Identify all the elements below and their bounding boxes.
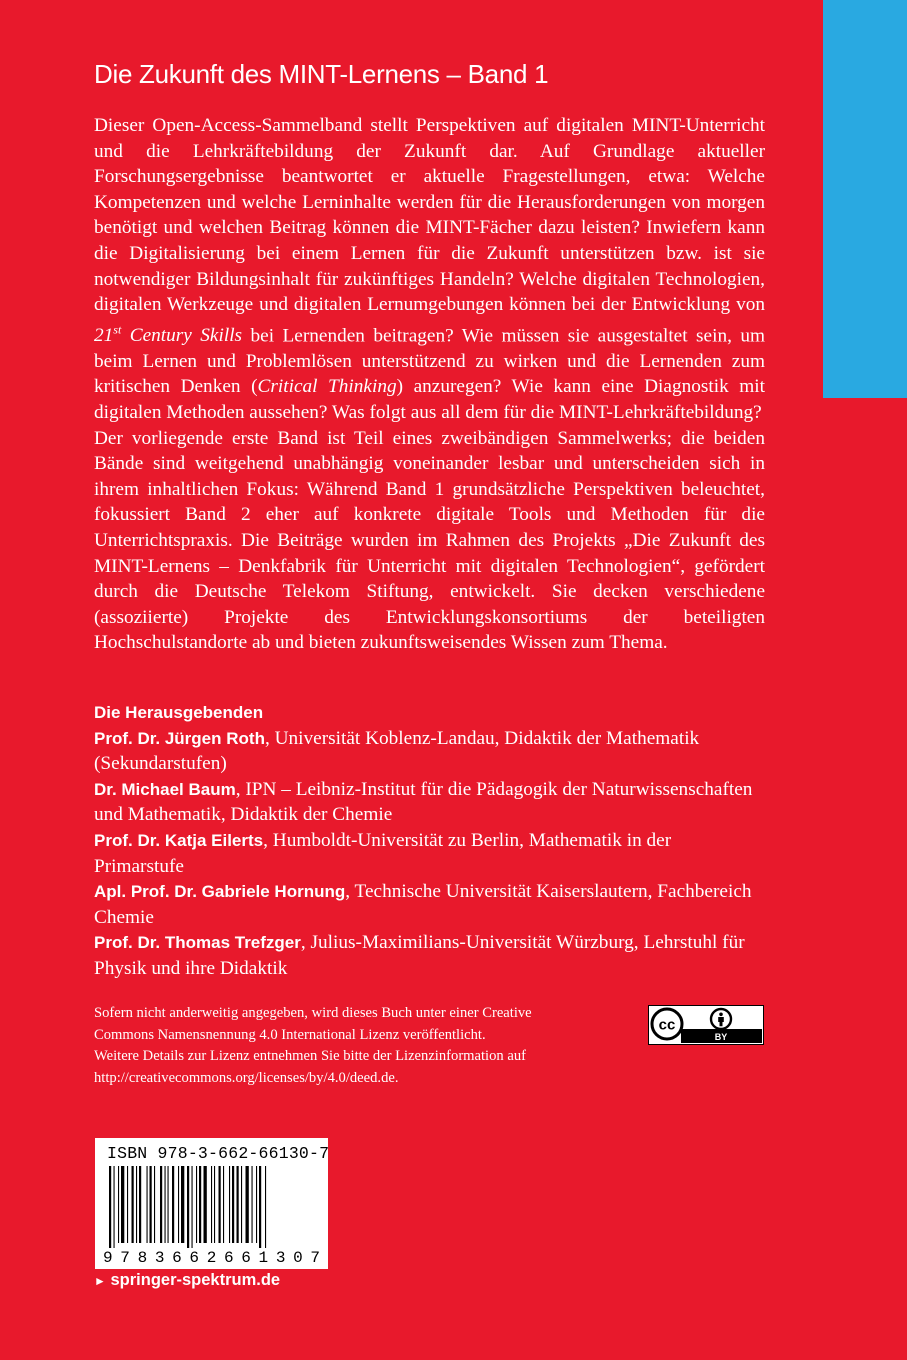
editor-entry — [94, 828, 765, 879]
description-paragraph-1 — [94, 113, 765, 426]
license-line: Weitere Details zur Lizenz entnehmen Sie bitte der Lizenzinformation auf — [94, 1048, 526, 1064]
barcode-bar — [118, 1166, 119, 1243]
barcode-bar — [223, 1166, 224, 1243]
attribution-person-icon — [711, 1009, 731, 1029]
editor-entry — [94, 930, 765, 981]
barcode-bar — [204, 1166, 207, 1243]
creative-commons-icon — [652, 1009, 682, 1039]
book-title: Die Zukunft des MINT-Lernens – Band 1 — [94, 59, 549, 89]
description-paragraph-1-part-2: bei Lernenden beitragen? Wie müssen sie ausgestaltet sein, um beim Lernen und Problemlösen unterstützend zu wirken und die Lernenden zum kritischen Denken ( — [94, 325, 765, 398]
barcode-bar — [114, 1166, 115, 1248]
barcode-bar — [252, 1166, 253, 1243]
editor-name: Prof. Dr. Katja Eilerts — [94, 830, 264, 850]
svg-text:BY: BY — [714, 1032, 728, 1042]
isbn-barcode — [95, 1138, 328, 1269]
barcode-bar — [187, 1166, 189, 1248]
publisher-url: springer-spektrum.de — [110, 1271, 281, 1289]
arrow-icon: ► — [94, 1274, 106, 1288]
publisher-link[interactable] — [94, 1271, 280, 1290]
barcode-bar — [232, 1166, 234, 1243]
barcode-bar — [178, 1166, 179, 1243]
editor-name: Prof. Dr. Jürgen Roth — [94, 728, 265, 748]
barcode-bar — [211, 1166, 212, 1243]
editor-entry — [94, 726, 765, 777]
barcode-bar — [139, 1166, 141, 1243]
barcode-bar — [241, 1166, 242, 1243]
editor-affiliation: , IPN – Leibniz-Institut für die Pädagogik der Naturwissenschaften und Mathematik, Didaktik der Chemie — [94, 778, 753, 826]
century-skills-term — [94, 322, 243, 347]
barcode-bar — [150, 1166, 152, 1243]
barcode-bar — [265, 1166, 266, 1248]
description-paragraph-2: Der vorliegende erste Band ist Teil eines zweibändigen Sammelwerks; die beiden Bände sind weitgehend unabhängig voneinander lesbar und unterscheiden sich in ihrem inhaltlichen Fokus: Während Band 1 grundsätzliche Perspektiven beleuchtet, fokussiert Band 2 eher auf konkrete digitale Tools und Methoden für die Unterrichtspraxis. Die Beiträge wurden im Rahmen des Projekts „Die Zukunft des MINT-Lernens – Denkfabrik für Unterricht mit digitalen Technologien“, gefördert durch die Deutsche Telekom Stiftung, entwickelt. Sie decken verschiedene (assoziierte) Projekte des Entwicklungskonsortiums der beteiligten Hochschulstandorte ab und bieten zukunftsweisendes Wissen zum Thema. — [94, 427, 765, 654]
barcode-bar — [160, 1166, 162, 1243]
license-notice — [94, 1003, 614, 1089]
barcode-bar — [109, 1166, 111, 1248]
barcode-digits: 9783662661307 — [103, 1249, 320, 1266]
license-url: http://creativecommons.org/licenses/by/4.0/deed.de. — [94, 1069, 399, 1086]
barcode-bar — [219, 1166, 221, 1243]
skills-term: Century Skills — [121, 325, 243, 347]
barcode-bar — [246, 1166, 249, 1243]
barcode-bar — [127, 1166, 128, 1243]
description-paragraph-1-part-1: Dieser Open-Access-Sammelband stellt Perspektiven auf digitalen MINT-Unterricht und die Lehrkräftebildung der Zukunft dar. Auf Grundlage aktueller Forschungsergebnisse beantwortet er aktuelle Fragestellungen, etwa: Welche Kompetenzen und welche Lerninhalte werden für die Herausforderungen von morgen benötigt und welchen Beitrag können die MINT-Fächer dazu leisten? Inwiefern kann die Digitalisierung bei einem Lernen für die Zukunft unterstützen bzw. ist sie notwendiger Bildungsinhalt für zukünftiges Handeln? Welche digitalen Technologien, digitalen Werkzeuge und digitalen Lernumgebungen können bei der Entwicklung von — [94, 115, 765, 316]
barcode-bar — [199, 1166, 201, 1243]
barcode-bar — [165, 1166, 166, 1243]
editor-name: Apl. Prof. Dr. Gabriele Hornung — [94, 882, 346, 902]
critical-thinking-term: Critical Thinking — [257, 376, 397, 398]
cc-by-badge-graphic — [649, 1006, 762, 1043]
barcode-graphic — [103, 1166, 320, 1266]
barcode-bar — [168, 1166, 169, 1243]
barcode-bar — [237, 1166, 239, 1243]
barcode-bar — [172, 1166, 174, 1243]
editor-name: Dr. Michael Baum — [94, 779, 236, 799]
editor-entry — [94, 879, 765, 930]
editors-heading: Die Herausgebenden — [94, 703, 264, 722]
barcode-bar — [229, 1166, 230, 1243]
skills-number: 21 — [94, 325, 114, 347]
isbn-label: ISBN 978-3-662-66130-7 — [107, 1144, 330, 1163]
barcode-bar — [136, 1166, 137, 1243]
barcode-bar — [181, 1166, 184, 1243]
description-paragraph-1-part-3: ) anzuregen? Wie kann eine Diagnostik mit digitalen Methoden aussehen? Was folgt aus all dem für die MINT-Lehrkräftebildung? — [94, 376, 765, 423]
svg-text:cc: cc — [658, 1016, 676, 1034]
barcode-bar — [259, 1166, 261, 1248]
accent-color-bar — [823, 0, 907, 398]
barcode-bar — [256, 1166, 257, 1243]
editor-affiliation: , Humboldt-Universität zu Berlin, Mathematik in der Primarstufe — [94, 829, 672, 877]
editors-section — [94, 700, 765, 982]
barcode-bar — [121, 1166, 124, 1243]
license-line: Commons Namensnennung 4.0 International Lizenz veröffentlicht. — [94, 1026, 486, 1043]
editor-name: Prof. Dr. Thomas Trefzger — [94, 933, 301, 953]
barcode-bar — [154, 1166, 155, 1243]
editor-entry — [94, 777, 765, 828]
barcode-bar — [147, 1166, 148, 1243]
description-text — [94, 113, 765, 656]
skills-superscript: st — [113, 322, 122, 337]
barcode-bar — [196, 1166, 197, 1243]
barcode-bar — [214, 1166, 215, 1243]
license-line: Sofern nicht anderweitig angegeben, wird dieses Buch unter einer Creative — [94, 1005, 532, 1021]
editor-affiliation: , Julius-Maximilians-Universität Würzburg, Lehrstuhl für Physik und ihre Didaktik — [94, 932, 745, 979]
barcode-bar — [132, 1166, 134, 1243]
barcode-bar — [192, 1166, 193, 1248]
editor-affiliation: , Technische Universität Kaiserslautern, Fachbereich Chemie — [94, 881, 752, 928]
cc-by-license-badge — [648, 1005, 764, 1045]
editor-affiliation: , Universität Koblenz-Landau, Didaktik der Mathematik (Sekundarstufen) — [94, 727, 700, 775]
